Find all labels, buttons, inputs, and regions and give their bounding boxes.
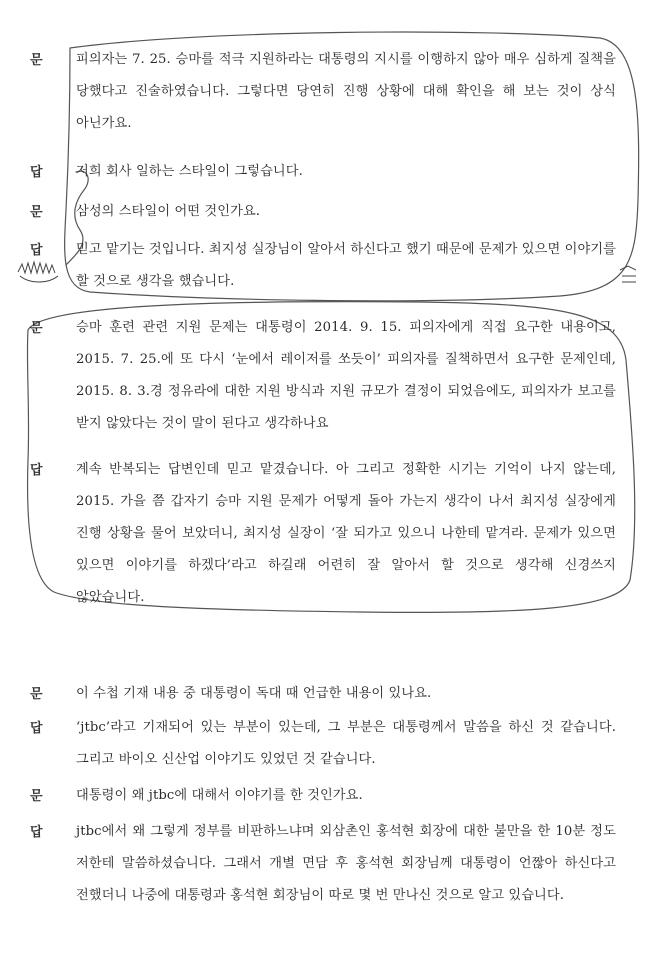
question-text: 승마 훈련 관련 지원 문제는 대통령이 2014. 9. 15. 피의자에게 직접 요구한 내용이고, 2015. 7. 25.에 또 다시 ‘눈에서 레이저를 쏘듯이’ 피의자를 질책하면서 요구한 문제인데, 2015. 8. 3.경 정유라에 대한 지원 방식과 지원 규모가 결정이 되었음에도, 피의자가 보고를 받지 않았다는 것이 말이 된다고 생각하나요 bbox=[76, 320, 616, 431]
answer-marker: 답 bbox=[30, 243, 43, 258]
answer-text: 계속 반복되는 답변인데 믿고 맡겼습니다. 아 그리고 정확한 시기는 기억이 나지 않는데, 2015. 가을 쯤 갑자기 승마 지원 문제가 어떻게 돌아 가는지 생각이 나서 최지성 실장에게 진행 상황을 물어 보았더니, 최지성 실장이 ‘잘 되가고 있으니 나한테 맡겨라. 문제가 있으면 있으면 이야기를 하겠다’라고 하길래 어련히 잘 알아서 할 것으로 생각해 신경쓰지 않았습니다. bbox=[76, 462, 616, 605]
answer-marker: 답 bbox=[30, 825, 43, 840]
question-marker: 문 bbox=[30, 205, 43, 220]
question-text: 피의자는 7. 25. 승마를 적극 지원하라는 대통령의 지시를 이행하지 않아 매우 심하게 질책을 당했다고 진술하였습니다. 그렇다면 당연히 진행 상황에 대해 확인을 해 보는 것이 상식 아닌가요. bbox=[76, 52, 616, 131]
answer-marker: 답 bbox=[30, 721, 43, 736]
answer-text: 믿고 맡기는 것입니다. 최지성 실장님이 알아서 하신다고 했기 때문에 문제가 있으면 이야기를 할 것으로 생각을 했습니다. bbox=[76, 242, 616, 289]
question-marker: 문 bbox=[30, 53, 43, 68]
question-text: 삼성의 스타일이 어떤 것인가요. bbox=[76, 204, 261, 219]
answer-text: jtbc에서 왜 그렇게 정부를 비판하느냐며 외삼촌인 홍석현 회장에 대한 불만을 한 10분 정도 저한테 말씀하셨습니다. 그래서 개별 면담 후 홍석현 회장님께 대통령이 언짢아 하신다고 전했더니 나중에 대통령과 홍석현 회장님이 따로 몇 번 만나신 것으로 알고 있습니다. bbox=[76, 824, 616, 903]
question-text: 대통령이 왜 jtbc에 대해서 이야기를 한 것인가요. bbox=[76, 788, 363, 803]
answer-text: 저희 회사 일하는 스타일이 그렇습니다. bbox=[76, 164, 303, 179]
question-marker: 문 bbox=[30, 687, 43, 702]
answer-marker: 답 bbox=[30, 165, 43, 180]
question-text: 이 수첩 기재 내용 중 대통령이 독대 때 언급한 내용이 있나요. bbox=[76, 686, 432, 701]
answer-text: ‘jtbc’라고 기재되어 있는 부분이 있는데, 그 부분은 대통령께서 말씀을 하신 것 같습니다. 그리고 바이오 신산업 이야기도 있었던 것 같습니다. bbox=[76, 720, 616, 767]
question-marker: 문 bbox=[30, 321, 43, 336]
answer-marker: 답 bbox=[30, 463, 43, 478]
question-marker: 문 bbox=[30, 789, 43, 804]
